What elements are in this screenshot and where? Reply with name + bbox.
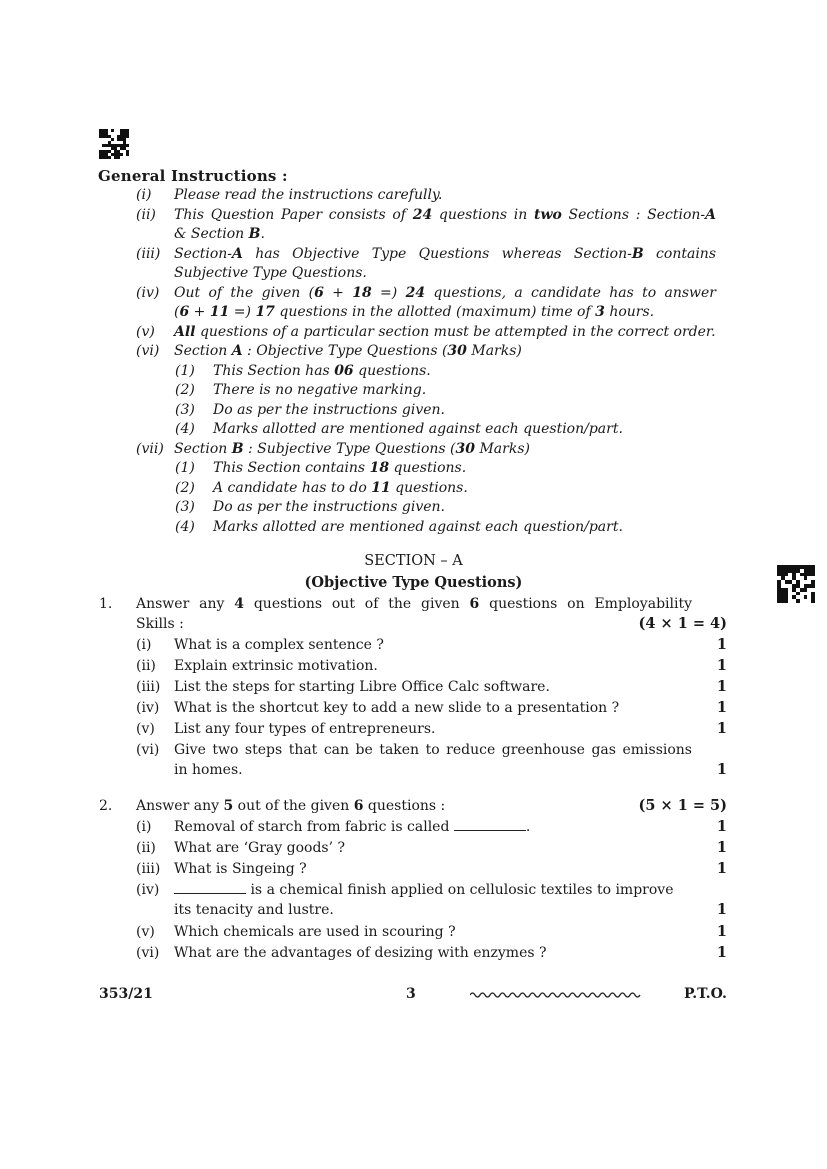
- part-num: (ii): [136, 658, 156, 674]
- question-marks: (4 × 1 = 4): [638, 615, 727, 632]
- list-item: [0, 656, 827, 677]
- instructions-block: [0, 186, 827, 537]
- instruction-iii: [0, 245, 827, 284]
- part-text: What is Singeing ?: [174, 861, 307, 877]
- sub-item-text: This Section contains 18 questions.: [213, 460, 467, 476]
- question-text: Answer any 4 questions out of the given 6 questions on Employability: [136, 596, 692, 612]
- part-num: (iv): [136, 882, 160, 898]
- list-item: [0, 859, 827, 880]
- part-num: (i): [136, 637, 152, 653]
- question-text: Answer any 5 out of the given 6 questions :: [136, 798, 446, 814]
- question-number: 1.: [99, 596, 113, 612]
- instruction-num: (vii): [136, 440, 164, 457]
- section-title: SECTION – A: [364, 553, 463, 569]
- part-mark: 1: [716, 944, 727, 961]
- list-item: [0, 817, 827, 838]
- sub-item: [0, 479, 827, 499]
- instruction-num: (ii): [136, 206, 156, 223]
- part-text: Which chemicals are used in scouring ?: [174, 924, 456, 940]
- instruction-text: Section-A has Objective Type Questions whereas Section-B contains: [174, 245, 716, 262]
- sub-item-text: Do as per the instructions given.: [213, 401, 445, 418]
- part-mark: 1: [716, 839, 727, 856]
- instruction-num: (v): [136, 323, 155, 340]
- part-num: (ii): [136, 840, 156, 856]
- instruction-num: (vi): [136, 343, 160, 359]
- instruction-text-cont: (6 + 11 =) 17 questions in the allotted (maximum) time of 3 hours.: [174, 304, 655, 320]
- part-text-cont: its tenacity and lustre.: [174, 902, 334, 918]
- sub-item: [0, 459, 827, 479]
- sub-item: [0, 362, 827, 382]
- sub-item: [0, 420, 827, 440]
- list-item: [0, 943, 827, 964]
- list-item: [0, 635, 827, 656]
- instruction-text: Section A : Objective Type Questions (30 Marks): [174, 343, 522, 359]
- part-text-end: .: [525, 819, 531, 835]
- instruction-iv: [0, 284, 827, 323]
- question-2: [0, 796, 827, 966]
- instruction-vi: [0, 342, 827, 362]
- q2-parts: [0, 817, 827, 964]
- part-num: (iv): [136, 700, 160, 716]
- sub-item-text: Marks allotted are mentioned against each question/part.: [213, 518, 623, 535]
- part-num: (iii): [136, 679, 161, 695]
- part-mark: 1: [716, 761, 727, 778]
- part-mark: 1: [716, 720, 727, 737]
- part-text-main: Removal of starch from fabric is called: [174, 819, 450, 835]
- sub-item: [0, 401, 827, 421]
- list-item: [0, 677, 827, 698]
- sub-item-num: (3): [175, 401, 195, 418]
- sub-item-num: (3): [175, 499, 195, 515]
- sub-item-text: Do as per the instructions given.: [213, 499, 445, 515]
- part-num: (iii): [136, 861, 161, 877]
- instruction-ii: [0, 206, 827, 245]
- section-subtitle: (Objective Type Questions): [304, 574, 523, 591]
- question-text-cont: Skills :: [136, 616, 184, 632]
- instruction-num: (iii): [136, 245, 161, 262]
- part-mark: 1: [716, 901, 727, 918]
- question-marks: (5 × 1 = 5): [638, 797, 727, 814]
- sub-item: [0, 381, 827, 401]
- part-text: [174, 817, 530, 837]
- sub-item-num: (4): [175, 518, 195, 535]
- section-a-subitems: [0, 362, 827, 440]
- part-mark: 1: [716, 678, 727, 695]
- part-text: List any four types of entrepreneurs.: [174, 721, 436, 737]
- part-mark: 1: [716, 657, 727, 674]
- instruction-text-cont: Subjective Type Questions.: [174, 265, 367, 281]
- part-text: List the steps for starting Libre Office Calc software.: [174, 679, 550, 695]
- pto-label: P.T.O.: [684, 986, 727, 1002]
- list-item: [0, 880, 827, 922]
- instruction-v: [0, 323, 827, 343]
- part-text: What is a complex sentence ?: [174, 637, 384, 653]
- part-mark: 1: [716, 923, 727, 940]
- part-text: Explain extrinsic motivation.: [174, 658, 378, 674]
- sub-item-text: This Section has 06 questions.: [213, 362, 431, 379]
- list-item: [0, 922, 827, 943]
- page-number: 3: [406, 986, 416, 1002]
- part-text-main: is a chemical finish applied on cellulosic textiles to improve: [250, 882, 674, 898]
- part-num: (i): [136, 819, 152, 835]
- question-number: 2.: [99, 798, 113, 814]
- part-num: (vi): [136, 945, 160, 961]
- part-text: [174, 880, 673, 900]
- part-text: What is the shortcut key to add a new slide to a presentation ?: [174, 700, 620, 716]
- sub-item-text: A candidate has to do 11 questions.: [213, 479, 468, 496]
- q1-parts: [0, 635, 827, 782]
- question-1: [0, 594, 827, 784]
- part-mark: 1: [716, 818, 727, 835]
- instruction-text: Section B : Subjective Type Questions (30 Marks): [174, 440, 530, 457]
- instruction-num: (iv): [136, 284, 160, 301]
- answer-blank: [454, 818, 526, 831]
- sub-item-text: There is no negative marking.: [213, 382, 427, 398]
- part-text-cont: in homes.: [174, 762, 243, 778]
- part-mark: 1: [716, 860, 727, 877]
- qr-code-top: [99, 129, 129, 159]
- sub-item-num: (2): [175, 479, 195, 496]
- sub-item-num: (2): [175, 382, 195, 398]
- part-text: What are ‘Gray goods’ ?: [174, 840, 346, 856]
- list-item: [0, 838, 827, 859]
- instruction-i: [0, 186, 827, 206]
- list-item: [0, 740, 827, 782]
- part-num: (v): [136, 721, 155, 737]
- instruction-num: (i): [136, 187, 152, 203]
- instruction-text: Out of the given (6 + 18 =) 24 questions, a candidate has to answer: [174, 284, 716, 301]
- part-mark: 1: [716, 699, 727, 716]
- sub-item-num: (1): [175, 362, 195, 379]
- instruction-vii: [0, 440, 827, 460]
- answer-blank: [174, 881, 246, 894]
- sub-item-num: (1): [175, 460, 195, 476]
- sub-item-text: Marks allotted are mentioned against each question/part.: [213, 421, 623, 437]
- instruction-text: All questions of a particular section must be attempted in the correct order.: [174, 323, 716, 340]
- wavy-line-decoration: [470, 990, 642, 1000]
- part-text: What are the advantages of desizing with enzymes ?: [174, 945, 547, 961]
- section-b-subitems: [0, 459, 827, 537]
- list-item: [0, 698, 827, 719]
- sub-item: [0, 518, 827, 538]
- part-text: Give two steps that can be taken to reduce greenhouse gas emissions: [174, 742, 692, 758]
- general-instructions-title: General Instructions :: [98, 167, 288, 185]
- instruction-text-cont: & Section B.: [174, 226, 265, 242]
- sub-item-num: (4): [175, 421, 195, 437]
- part-num: (vi): [136, 742, 160, 758]
- paper-code: 353/21: [99, 986, 153, 1002]
- list-item: [0, 719, 827, 740]
- sub-item: [0, 498, 827, 518]
- instruction-text: Please read the instructions carefully.: [174, 187, 443, 203]
- part-num: (v): [136, 924, 155, 940]
- instruction-text: This Question Paper consists of 24 questions in two Sections : Section-A: [174, 206, 716, 223]
- part-mark: 1: [716, 636, 727, 653]
